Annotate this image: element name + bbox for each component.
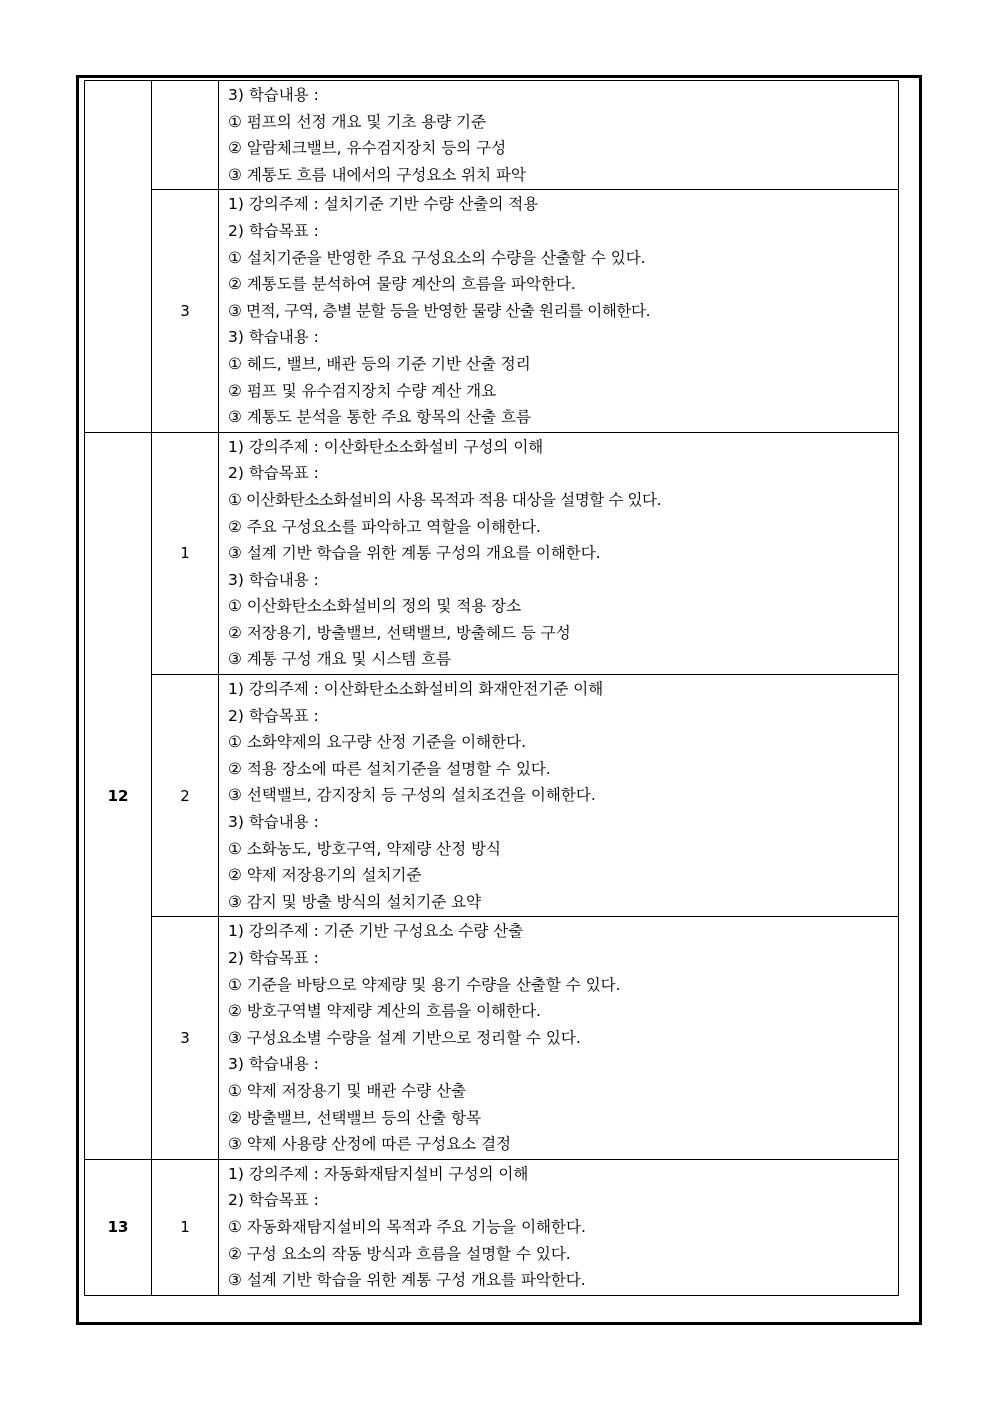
content-line: ② 주요 구성요소를 파악하고 역할을 이해한다.: [228, 517, 541, 536]
content-line: ① 소화약제의 요구량 산정 기준을 이해한다.: [228, 733, 526, 752]
content-line: 3) 학습내용 :: [228, 328, 319, 347]
content-line: ③ 감지 및 방출 방식의 설치기준 요약: [228, 892, 482, 911]
session-cell: 3: [152, 190, 219, 432]
content-line: 2) 학습목표 :: [228, 221, 319, 240]
content-line: ① 자동화재탐지설비의 목적과 주요 기능을 이해한다.: [228, 1217, 586, 1236]
content-line: 2) 학습목표 :: [228, 706, 319, 725]
content-cell: [219, 81, 899, 190]
table-row: [85, 81, 899, 190]
content-line: ① 이산화탄소소화설비의 사용 목적과 적용 대상을 설명할 수 있다.: [228, 490, 662, 509]
content-cell: [219, 675, 899, 917]
content-line: ① 펌프의 선정 개요 및 기초 용량 기준: [228, 112, 487, 131]
table-row: [85, 675, 899, 917]
session-cell: 1: [152, 1159, 219, 1295]
table-row: [85, 190, 899, 432]
content-line: 1) 강의주제 : 이산화탄소소화설비 구성의 이해: [228, 437, 544, 456]
content-line: ③ 계통도 흐름 내에서의 구성요소 위치 파악: [228, 165, 526, 184]
content-line: 2) 학습목표 :: [228, 464, 319, 483]
content-line: ③ 구성요소별 수량을 설계 기반으로 정리할 수 있다.: [228, 1028, 581, 1047]
content-line: ① 이산화탄소소화설비의 정의 및 적용 장소: [228, 597, 522, 616]
content-line: ② 적용 장소에 따른 설치기준을 설명할 수 있다.: [228, 759, 551, 778]
content-line: ② 구성 요소의 작동 방식과 흐름을 설명할 수 있다.: [228, 1244, 571, 1263]
content-line: 3) 학습내용 :: [228, 570, 319, 589]
content-line: 3) 학습내용 :: [228, 1055, 319, 1074]
content-line: ① 헤드, 밸브, 배관 등의 기준 기반 산출 정리: [228, 354, 531, 373]
content-line: ② 방호구역별 약제량 계산의 흐름을 이해한다.: [228, 1002, 541, 1021]
content-line: ② 방출밸브, 선택밸브 등의 산출 항목: [228, 1108, 482, 1127]
content-line: ③ 계통도 분석을 통한 주요 항목의 산출 흐름: [228, 408, 531, 427]
session-cell: 3: [152, 917, 219, 1159]
content-line: ① 약제 저장용기 및 배관 수량 산출: [228, 1081, 467, 1100]
content-line: ② 저장용기, 방출밸브, 선택밸브, 방출헤드 등 구성: [228, 623, 571, 642]
content-line: 1) 강의주제 : 자동화재탐지설비 구성의 이해: [228, 1164, 529, 1183]
table-row: [85, 1159, 899, 1295]
content-line: 3) 학습내용 :: [228, 813, 319, 832]
week-cell: 13: [85, 1159, 152, 1295]
content-line: 1) 강의주제 : 기준 기반 구성요소 수량 산출: [228, 922, 524, 941]
content-line: ① 소화농도, 방호구역, 약제량 산정 방식: [228, 839, 501, 858]
content-line: ③ 계통 구성 개요 및 시스템 흐름: [228, 650, 452, 669]
content-line: ③ 면적, 구역, 층별 분할 등을 반영한 물량 산출 원리를 이해한다.: [228, 301, 651, 320]
content-line: ③ 설계 기반 학습을 위한 계통 구성의 개요를 이해한다.: [228, 544, 601, 563]
content-line: ② 계통도를 분석하여 물량 계산의 흐름을 파악한다.: [228, 275, 576, 294]
week-cell: [85, 81, 152, 433]
week-cell: 12: [85, 432, 152, 1159]
content-line: ③ 선택밸브, 감지장치 등 구성의 설치조건을 이해한다.: [228, 786, 596, 805]
content-line: ① 설치기준을 반영한 주요 구성요소의 수량을 산출할 수 있다.: [228, 248, 646, 267]
content-line: 3) 학습내용 :: [228, 86, 319, 104]
session-cell: 2: [152, 675, 219, 917]
table-row: [85, 432, 899, 674]
content-line: 2) 학습목표 :: [228, 1191, 319, 1210]
session-cell: 1: [152, 432, 219, 674]
content-line: ② 알람체크밸브, 유수검지장치 등의 구성: [228, 139, 507, 158]
content-line: 1) 강의주제 : 이산화탄소소화설비의 화재안전기준 이해: [228, 680, 604, 699]
table-row: [85, 917, 899, 1159]
content-cell: [219, 917, 899, 1159]
content-line: ② 약제 저장용기의 설치기준: [228, 866, 422, 885]
content-cell: [219, 190, 899, 432]
syllabus-table: [84, 80, 899, 1296]
content-line: 1) 강의주제 : 설치기준 기반 수량 산출의 적용: [228, 195, 539, 214]
content-line: ③ 약제 사용량 산정에 따른 구성요소 결정: [228, 1135, 512, 1154]
content-cell: [219, 432, 899, 674]
content-line: 2) 학습목표 :: [228, 949, 319, 967]
content-cell: [219, 1159, 899, 1295]
content-line: ② 펌프 및 유수검지장치 수량 계산 개요: [228, 381, 497, 400]
content-line: ① 기준을 바탕으로 약제량 및 용기 수량을 산출할 수 있다.: [228, 975, 621, 994]
session-cell: [152, 81, 219, 190]
content-line: ③ 설계 기반 학습을 위한 계통 구성 개요를 파악한다.: [228, 1271, 586, 1290]
